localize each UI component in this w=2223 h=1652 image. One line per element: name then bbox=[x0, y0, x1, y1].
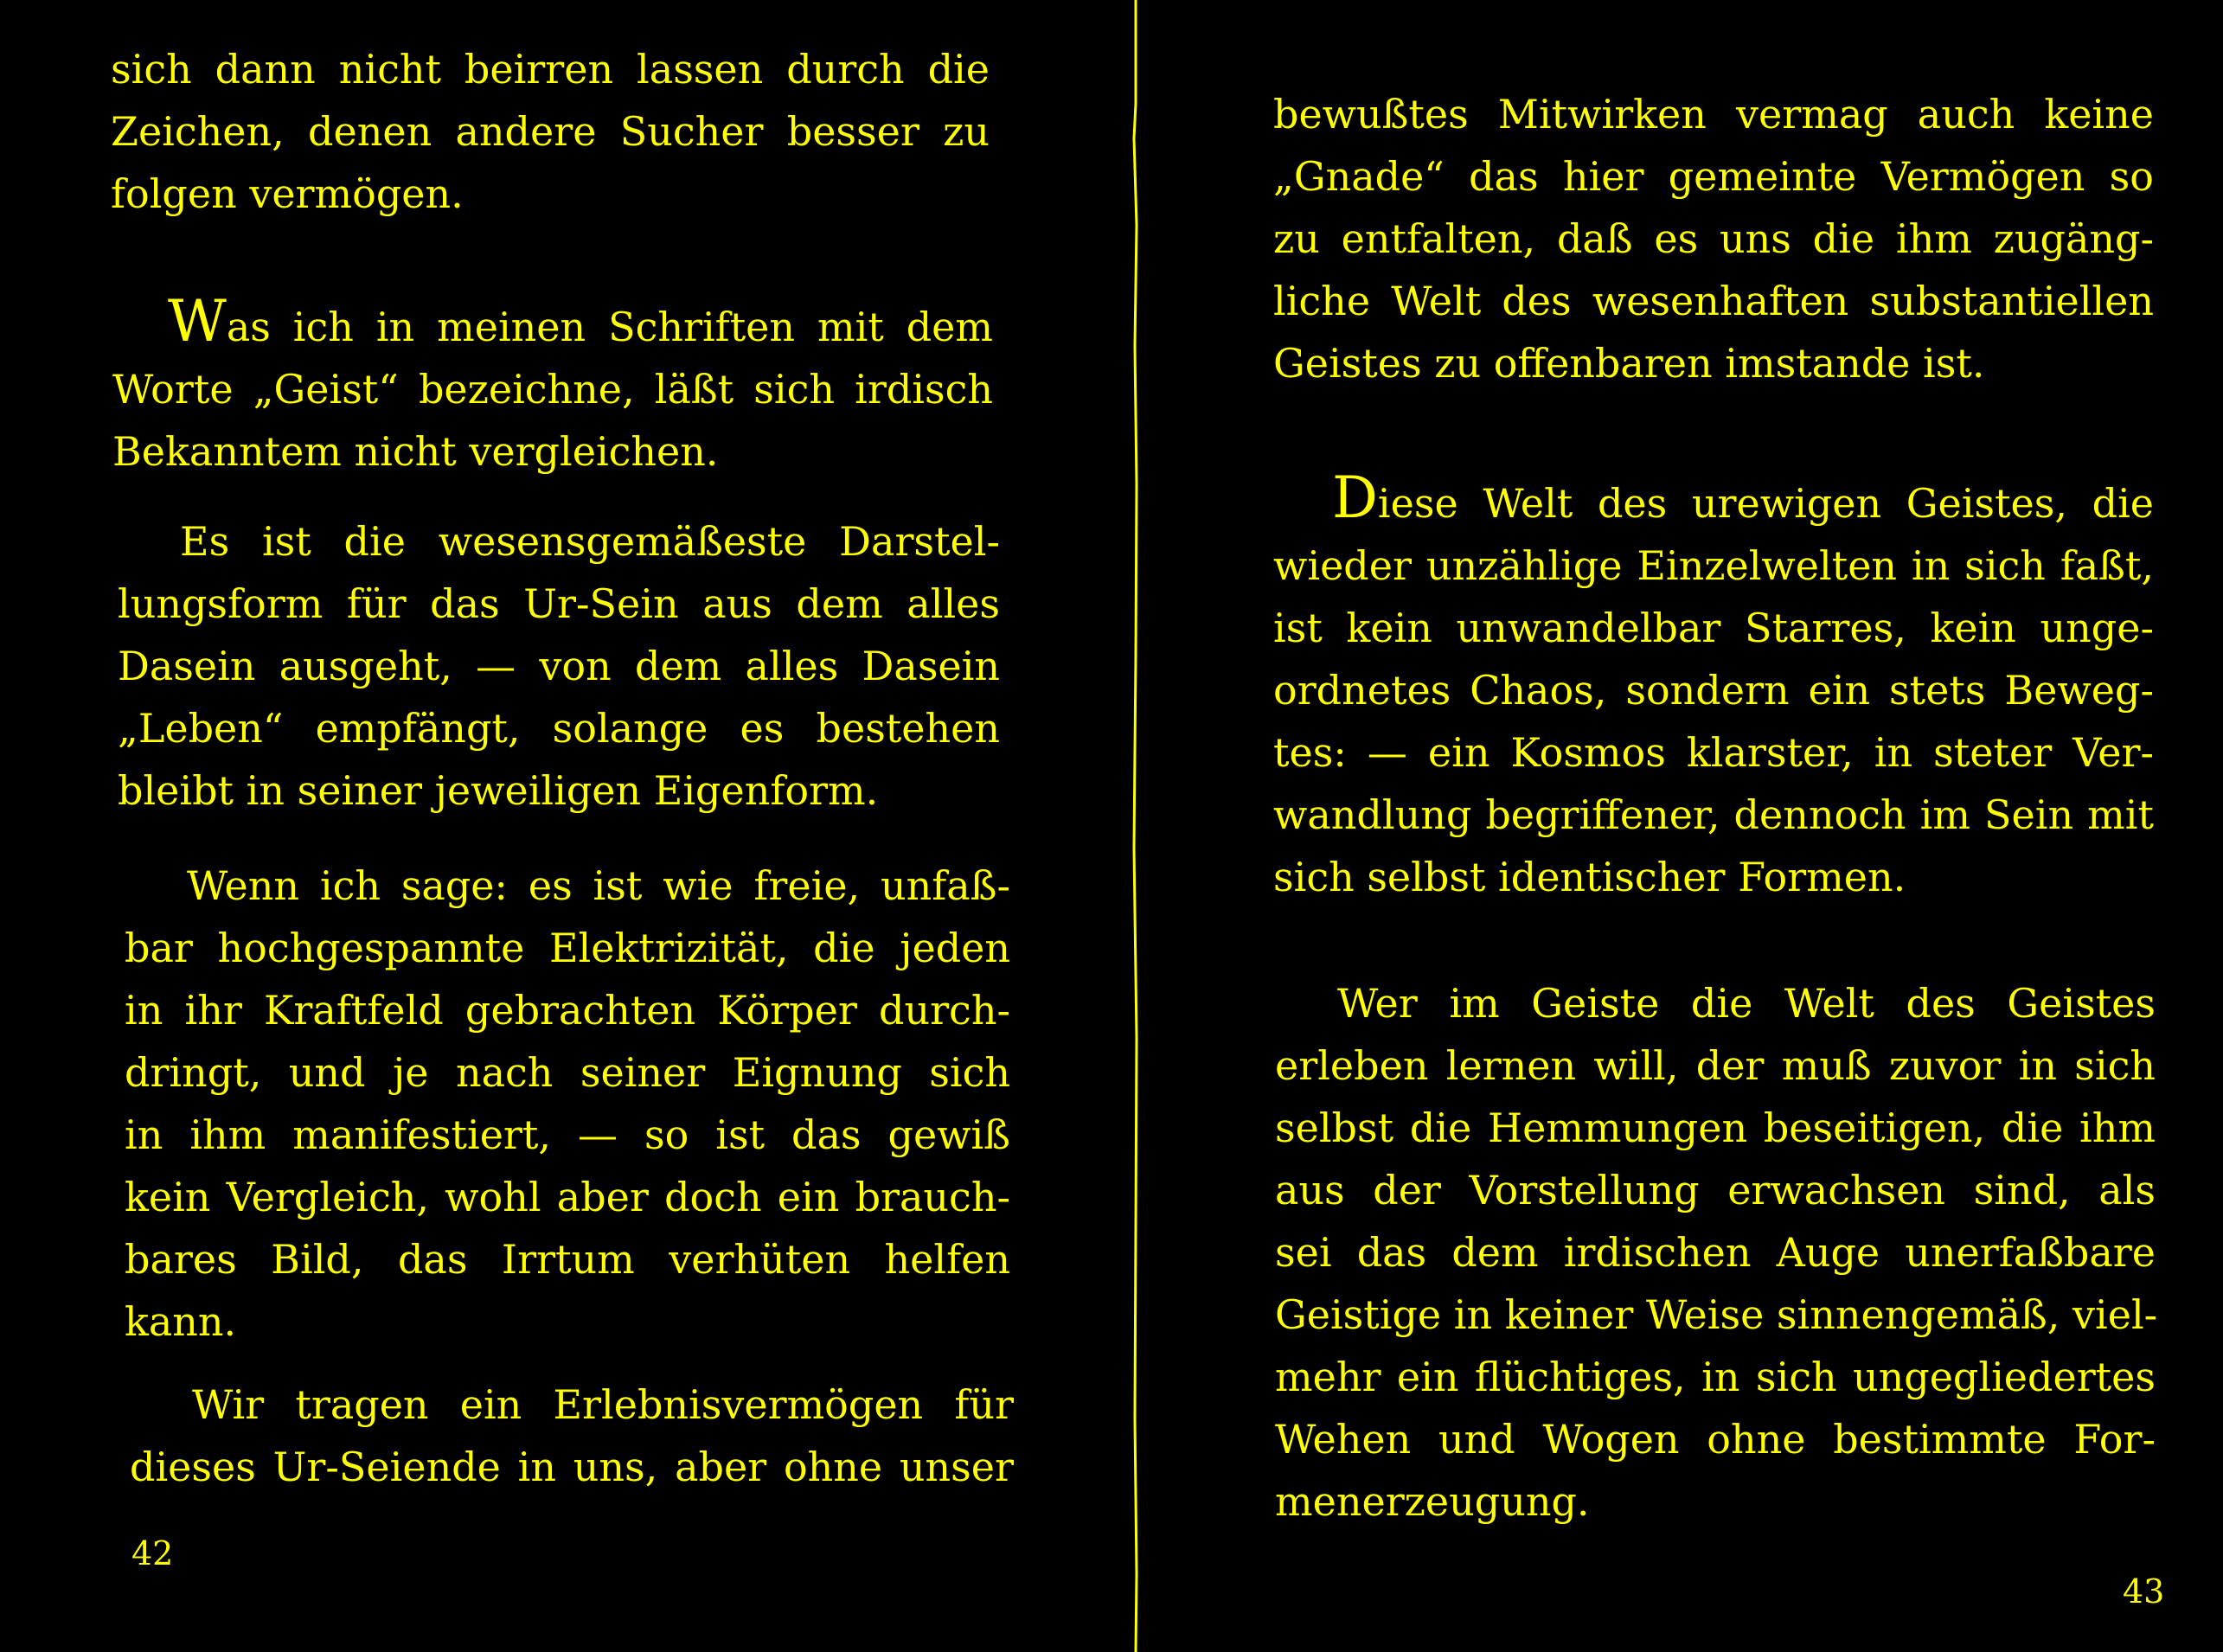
right-page bbox=[1142, 0, 2223, 1652]
right-paragraph-2 bbox=[1273, 464, 2154, 908]
text-line-rest: iese Welt des urewigen Geistes, die bbox=[1377, 480, 2154, 527]
text-line: Dasein ausgeht, — von dem alles Dasein bbox=[118, 643, 1000, 689]
text-line: „Gnade“ das hier gemeinte Vermögen so bbox=[1273, 153, 2154, 200]
text-line: lungsform für das Ur-Sein aus dem alles bbox=[118, 580, 1000, 627]
text-line: sich dann nicht beirren lassen durch die bbox=[111, 46, 990, 93]
text-line: Wehen und Wogen ohne bestimmte For- bbox=[1275, 1416, 2156, 1463]
text-line: Zeichen, denen andere Sucher besser zu bbox=[111, 108, 990, 155]
text-line: Geistige in keiner Weise sinnengemäß, viel- bbox=[1275, 1291, 2158, 1338]
text-line: Geistes zu offenbaren imstande ist. bbox=[1273, 340, 1985, 387]
right-paragraph-1 bbox=[1273, 83, 2154, 394]
text-line: selbst die Hemmungen beseitigen, die ihm bbox=[1275, 1105, 2156, 1151]
text-line: bewußtes Mitwirken vermag auch keine bbox=[1273, 91, 2154, 138]
text-line: menerzeugung. bbox=[1275, 1478, 1590, 1525]
text-line: mehr ein flüchtiges, in sich ungegliedertes bbox=[1275, 1354, 2156, 1400]
text-line: bar hochgespannte Elektrizität, die jeden bbox=[125, 925, 1010, 971]
left-paragraph-2 bbox=[112, 288, 993, 483]
text-line: in ihr Kraftfeld gebrachten Körper durch- bbox=[125, 987, 1010, 1034]
text-line: dieses Ur-Seiende in uns, aber ohne unser bbox=[130, 1444, 1014, 1490]
text-line: bares Bild, das Irrtum verhüten helfen bbox=[125, 1236, 1010, 1283]
text-line: sich selbst identischer Formen. bbox=[1273, 854, 1906, 900]
text-line-rest: as ich in meinen Schriften mit dem bbox=[226, 304, 993, 350]
left-paragraph-4 bbox=[125, 855, 1010, 1353]
text-line: Worte „Geist“ bezeichne, läßt sich irdisch bbox=[112, 366, 993, 413]
text-line: Wer im Geiste die Welt des Geistes bbox=[1337, 980, 2156, 1027]
text-line: „Leben“ empfängt, solange es bestehen bbox=[118, 705, 1000, 752]
text-line bbox=[112, 288, 993, 358]
left-paragraph-5 bbox=[130, 1373, 1014, 1498]
right-paragraph-3 bbox=[1275, 972, 2156, 1533]
text-line: zu entfalten, daß es uns die ihm zugäng- bbox=[1273, 215, 2154, 262]
gutter-line bbox=[1131, 0, 1140, 1652]
text-line: ordnetes Chaos, sondern ein stets Beweg- bbox=[1273, 667, 2154, 714]
text-line: Bekanntem nicht vergleichen. bbox=[112, 428, 719, 475]
text-line: tes: — ein Kosmos klarster, in steter Ver- bbox=[1273, 729, 2154, 776]
text-line: erleben lernen will, der muß zuvor in sich bbox=[1275, 1042, 2156, 1089]
left-paragraph-1 bbox=[111, 38, 990, 225]
drop-initial: D bbox=[1332, 464, 1378, 531]
text-line: Es ist die wesensgemäßeste Darstel- bbox=[180, 518, 1000, 565]
text-line: bleibt in seiner jeweiligen Eigenform. bbox=[118, 767, 879, 814]
text-line: kein Vergleich, wohl aber doch ein brauch- bbox=[125, 1174, 1010, 1220]
text-line: Wir tragen ein Erlebnisvermögen für bbox=[192, 1381, 1014, 1428]
text-line: kann. bbox=[125, 1298, 237, 1345]
text-line: liche Welt des wesenhaften substantiellen bbox=[1273, 278, 2154, 324]
page-number-left: 42 bbox=[131, 1534, 174, 1572]
text-line: ist kein unwandelbar Starres, kein unge- bbox=[1273, 605, 2154, 651]
left-paragraph-3 bbox=[118, 510, 1000, 822]
text-line: Wenn ich sage: es ist wie freie, unfaß- bbox=[187, 862, 1010, 909]
drop-initial: W bbox=[168, 288, 227, 355]
text-line: dringt, und je nach seiner Eignung sich bbox=[125, 1049, 1010, 1096]
page-number-right: 43 bbox=[2123, 1572, 2165, 1610]
text-line: sei das dem irdischen Auge unerfaßbare bbox=[1275, 1229, 2156, 1276]
text-line: folgen vermögen. bbox=[111, 170, 464, 217]
text-line: in ihm manifestiert, — so ist das gewiß bbox=[125, 1111, 1010, 1158]
text-line: wandlung begriffener, dennoch im Sein mit bbox=[1273, 791, 2154, 838]
text-line: wieder unzählige Einzelwelten in sich faßt, bbox=[1273, 542, 2154, 589]
text-line: aus der Vorstellung erwachsen sind, als bbox=[1275, 1167, 2156, 1213]
text-line bbox=[1273, 464, 2154, 535]
